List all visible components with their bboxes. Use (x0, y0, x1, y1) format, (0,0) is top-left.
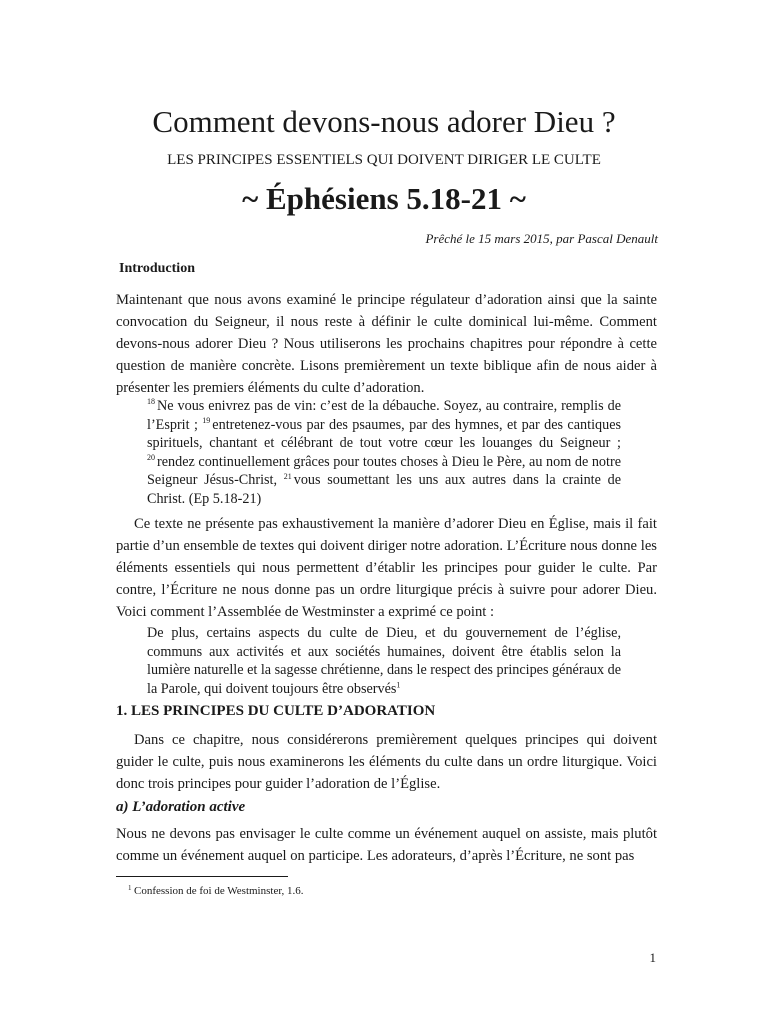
verse-text: Ne vous enivrez pas de vin: c’est de la débauche. Soyez, au contraire, remplis de l’Esprit ; (147, 398, 621, 433)
footnote-text: Confession de foi de Westminster, 1.6. (134, 885, 304, 897)
footnote (128, 884, 304, 898)
section-paragraph: Dans ce chapitre, nous considérerons premièrement quelques principes qui doivent guider le culte, puis nous examinerons les éléments du culte dans un ordre liturgique. Voici donc trois principes pour guider l’adoration de l’Église. (116, 732, 657, 792)
section-heading: 1. LES PRINCIPES DU CULTE D’ADORATION (116, 703, 436, 719)
quote-text: De plus, certains aspects du culte de Dieu, et du gouvernement de l’église, communs aux activités et aux sociétés humaines, doivent être établis selon la lumière naturelle et la sagesse chrétienne, dans le respect des principes généraux de la Parole, qui doivent toujours être observés (147, 625, 621, 697)
page-number: 1 (649, 950, 656, 965)
verse-number: 21 (283, 471, 292, 481)
footnote-mark: 1 (128, 884, 132, 892)
scripture-quote (147, 397, 621, 509)
westminster-quote (147, 624, 621, 698)
page-title: Comment devons-nous adorer Dieu ? (152, 104, 616, 139)
intro-paragraph: Maintenant que nous avons examiné le principe régulateur d’adoration ainsi que la sainte convocation du Seigneur, il nous reste à définir le culte dominical lui-même. Comment devons-nous adorer Dieu ? Nous utiliserons les prochains chapitres pour répondre à cette question de manière concrète. Lisons premièrement un texte biblique afin de nous aider à présenter les premiers éléments du culte d’adoration. (116, 292, 657, 396)
verse-number: 18 (147, 397, 155, 407)
intro-heading: Introduction (119, 261, 195, 276)
body-paragraph: Ce texte ne présente pas exhaustivement la manière d’adorer Dieu en Église, mais il fait partie d’un ensemble de textes qui doivent diriger notre adoration. L’Écriture nous donne les éléments essentiels qui nous permettent d’établir les principes pour guider le culte. Par contre, l’Écriture ne nous donne pas un ordre liturgique précis à suivre pour adorer Dieu. Voici comment l’Assemblée de Westminster a exprimé ce point : (116, 516, 657, 620)
sermon-byline: Prêché le 15 mars 2015, par Pascal Denault (425, 231, 658, 246)
verse-number: 19 (202, 415, 211, 425)
verse-number: 20 (147, 453, 155, 463)
verse-text: entretenez-vous par des psaumes, par des hymnes, et par des cantiques spirituels, chantant et célébrant de tout votre cœur les louanges du Seigneur ; (147, 416, 622, 452)
verse-text: vous soumettant les uns aux autres dans la crainte de Christ. (Ep 5.18-21) (147, 472, 621, 507)
subsection-heading: a) L’adoration active (116, 799, 246, 815)
footnote-reference[interactable]: 1 (396, 680, 401, 690)
scripture-reference-title: ~ Éphésiens 5.18-21 ~ (242, 181, 526, 216)
page-subtitle: LES PRINCIPES ESSENTIELS QUI DOIVENT DIRIGER LE CULTE (167, 152, 601, 168)
verse-text: rendez continuellement grâces pour toutes choses à Dieu le Père, au nom de notre Seigneur Jésus-Christ, (147, 453, 621, 489)
subsection-paragraph: Nous ne devons pas envisager le culte comme un événement auquel on assiste, mais plutôt comme un événement auquel on participe. Les adorateurs, d’après l’Écriture, ne sont pas (116, 826, 657, 864)
footnote-divider (116, 876, 288, 877)
